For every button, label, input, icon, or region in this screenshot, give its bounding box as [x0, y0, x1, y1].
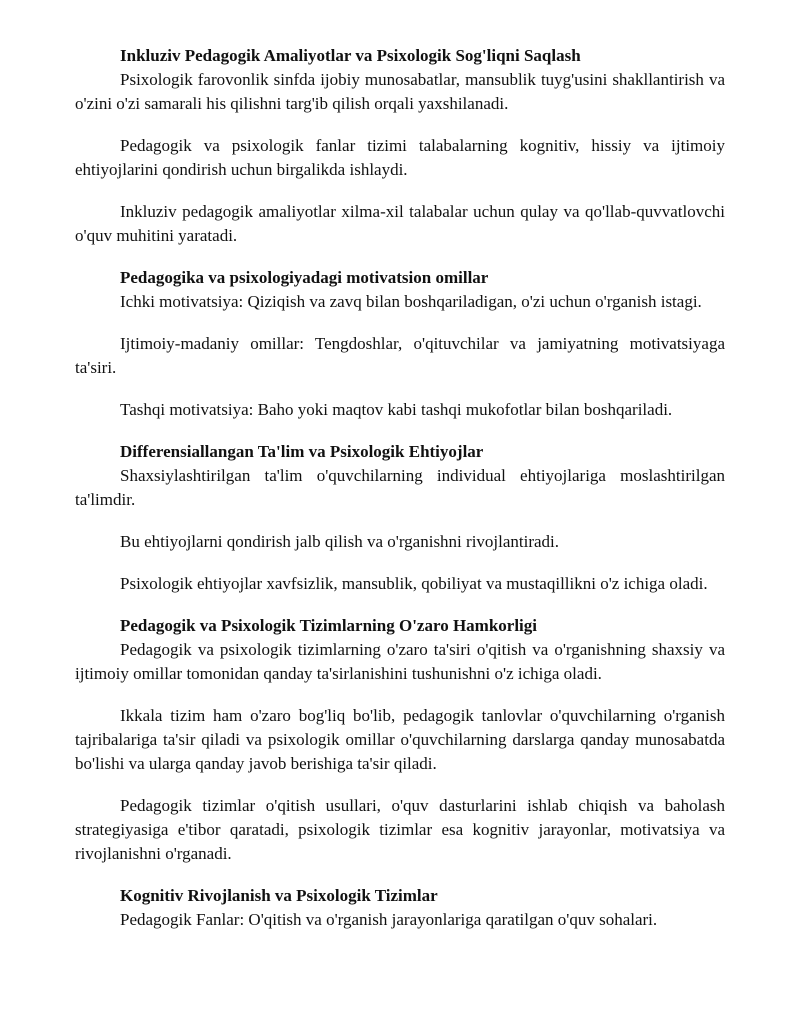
paragraph: Pedagogik va psixologik tizimlarning o'zaro ta'siri o'qitish va o'rganishning shaxsiy va ijtimoiy omillar tomonidan qanday ta'sirlanishini tushunishni o'z ichiga oladi.: [75, 640, 725, 683]
paragraph: Shaxsiylashtirilgan ta'lim o'quvchilarning individual ehtiyojlariga moslashtirilgan ta'limdir.: [75, 466, 725, 509]
section-cognitive-development: [75, 884, 725, 932]
paragraph: Bu ehtiyojlarni qondirish jalb qilish va o'rganishni rivojlantiradi.: [120, 532, 560, 551]
section-differentiated-learning: [75, 440, 725, 596]
section-inclusive-practices: [75, 44, 725, 248]
paragraph: Pedagogik va psixologik fanlar tizimi talabalarning kognitiv, hissiy va ijtimoiy ehtiyojlarini qondirish uchun birgalikda ishlaydi.: [75, 136, 725, 179]
paragraph: Ichki motivatsiya: Qiziqish va zavq bilan boshqariladigan, o'zi uchun o'rganish istagi.: [120, 292, 702, 311]
paragraph: Tashqi motivatsiya: Baho yoki maqtov kabi tashqi mukofotlar bilan boshqariladi.: [120, 400, 673, 419]
paragraph: Psixologik farovonlik sinfda ijobiy munosabatlar, mansublik tuyg'usini shakllantirish va o'zini o'zi samarali his qilishni targ'ib qilish orqali yaxshilanadi.: [75, 70, 725, 113]
section-heading: Pedagogika va psixologiyadagi motivatsion omillar: [120, 268, 489, 287]
paragraph: Pedagogik Fanlar: O'qitish va o'rganish jarayonlariga qaratilgan o'quv sohalari.: [120, 910, 658, 929]
section-heading: Inkluziv Pedagogik Amaliyotlar va Psixologik Sog'liqni Saqlash: [120, 46, 581, 65]
paragraph: Ijtimoiy-madaniy omillar: Tengdoshlar, o'qituvchilar va jamiyatning motivatsiyaga ta'siri.: [75, 334, 725, 377]
section-motivational-factors: [75, 266, 725, 422]
section-heading: Kognitiv Rivojlanish va Psixologik Tizimlar: [120, 886, 438, 905]
section-systems-interaction: [75, 614, 725, 866]
paragraph: Inkluziv pedagogik amaliyotlar xilma-xil talabalar uchun qulay va qo'llab-quvvatlovchi o'quv muhitini yaratadi.: [75, 202, 725, 245]
section-heading: Pedagogik va Psixologik Tizimlarning O'zaro Hamkorligi: [120, 616, 537, 635]
paragraph: Ikkala tizim ham o'zaro bog'liq bo'lib, pedagogik tanlovlar o'quvchilarning o'rganish tajribalariga ta'sir qiladi va psixologik omillar o'quvchilarning darslarga qanday munosabatda bo'lishi va ularga qanday javob berishiga ta'sir qiladi.: [75, 706, 725, 773]
paragraph: Psixologik ehtiyojlar xavfsizlik, mansublik, qobiliyat va mustaqillikni o'z ichiga oladi.: [120, 574, 708, 593]
section-heading: Differensiallangan Ta'lim va Psixologik Ehtiyojlar: [120, 442, 484, 461]
paragraph: Pedagogik tizimlar o'qitish usullari, o'quv dasturlarini ishlab chiqish va baholash strategiyasiga e'tibor qaratadi, psixologik tizimlar esa kognitiv jarayonlar, motivatsiya va rivojlanishni o'rganadi.: [75, 796, 725, 863]
